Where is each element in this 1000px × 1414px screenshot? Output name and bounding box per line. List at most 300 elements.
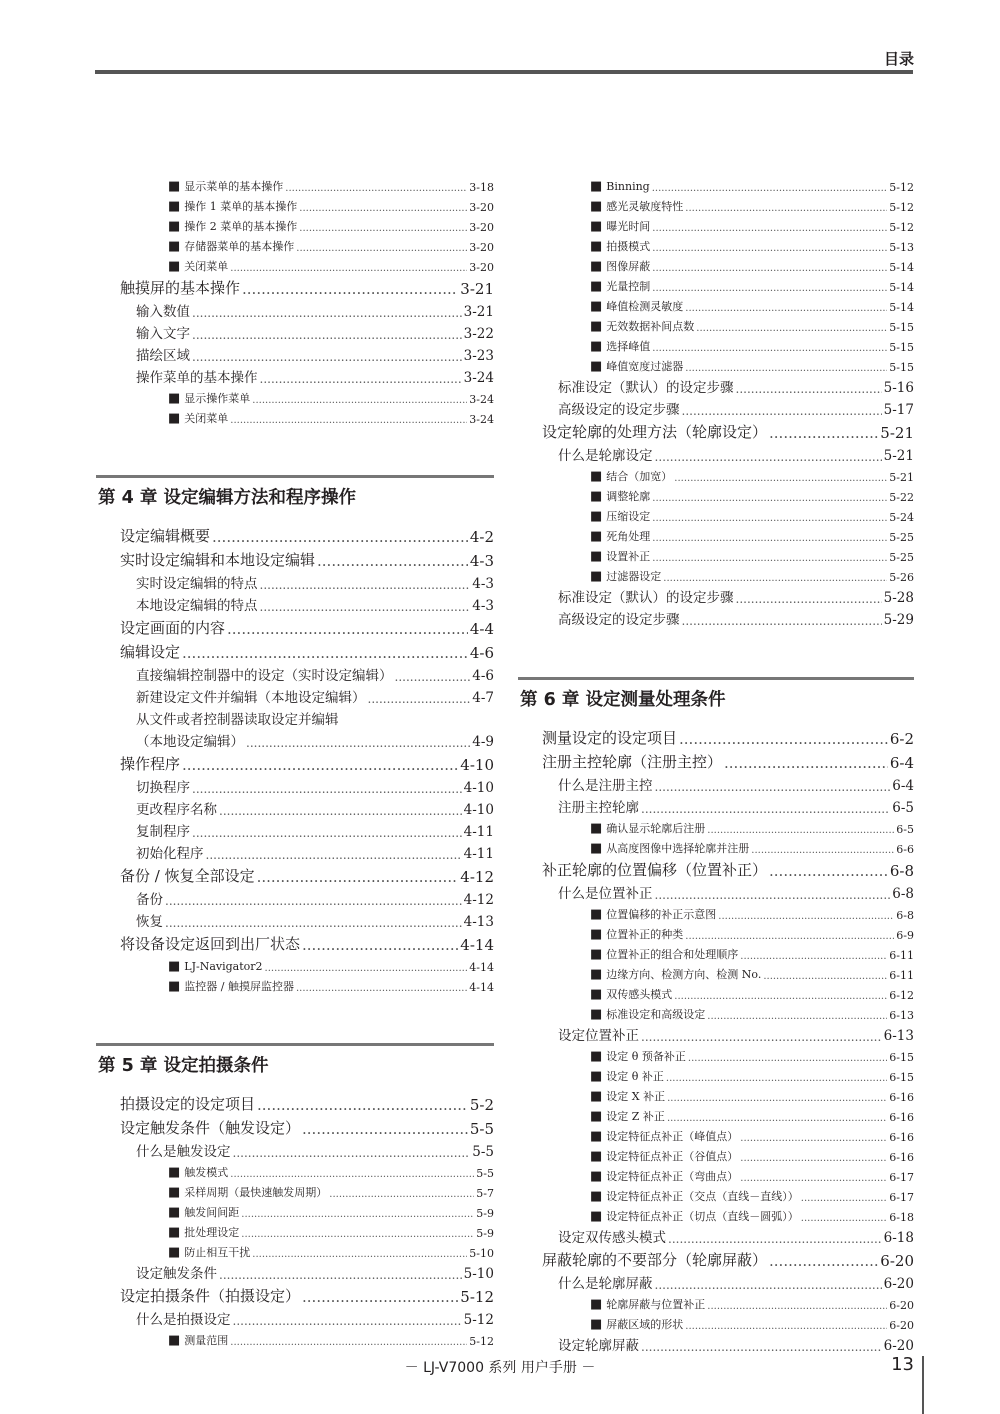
toc-entry-page: 4-12: [463, 892, 494, 908]
toc-entry[interactable]: [96, 592, 494, 614]
toc-leader-dots: [182, 756, 458, 774]
toc-entry-title: ■ 设定特征点补正（弯曲点）: [590, 1168, 738, 1184]
toc-entry[interactable]: [96, 1260, 494, 1282]
toc-entry-page: 6-15: [889, 1071, 914, 1084]
toc-entry[interactable]: [96, 1160, 494, 1180]
toc-entry-title: ■ 双传感头模式: [590, 986, 672, 1002]
toc-entry-title: 注册主控轮廓（注册主控）: [542, 753, 723, 771]
toc-leader-dots: [682, 404, 882, 418]
toc-entry-title: 恢复: [136, 914, 163, 930]
toc-entry[interactable]: [96, 684, 494, 706]
toc-entry-title: ■ 设定 θ 预备补正: [590, 1048, 686, 1064]
toc-entry-title: ■ 关闭菜单: [168, 410, 228, 426]
toc-entry[interactable]: [96, 1282, 494, 1306]
toc-leader-dots: [395, 670, 471, 684]
toc-entry-page: 5-26: [889, 571, 914, 584]
toc-entry-title: 更改程序名称: [136, 802, 217, 818]
toc-entry[interactable]: [518, 418, 914, 442]
toc-leader-dots: [652, 243, 887, 254]
toc-entry[interactable]: [96, 1328, 494, 1348]
toc-leader-dots: [302, 1288, 458, 1306]
toc-entry-page: 3-20: [469, 261, 494, 274]
toc-entry-page: 4-10: [460, 756, 494, 774]
toc-entry-title: ■ 显示菜单的基本操作: [168, 178, 283, 194]
toc-leader-dots: [655, 450, 882, 464]
toc-entry[interactable]: [96, 1114, 494, 1138]
toc-entry-page: 6-20: [880, 1252, 914, 1270]
toc-leader-dots: [707, 825, 894, 836]
toc-entry-title: ■ 标准设定和高级设定: [590, 1006, 705, 1022]
toc-entry[interactable]: [518, 1224, 914, 1246]
toc-entry[interactable]: [518, 564, 914, 584]
toc-entry-title: ■ 峰值检测灵敏度: [590, 298, 683, 314]
toc-entry[interactable]: [96, 796, 494, 818]
toc-entry[interactable]: [96, 254, 494, 274]
toc-entry-title: 屏蔽轮廓的不要部分（轮廓屏蔽）: [542, 1251, 768, 1269]
toc-leader-dots: [230, 1169, 474, 1180]
toc-entry-page: 5-7: [476, 1187, 494, 1200]
toc-leader-dots: [801, 1213, 887, 1224]
toc-entry-page: 5-9: [476, 1227, 494, 1240]
toc-entry-title: 从文件或者控制器读取设定并编辑: [136, 712, 339, 728]
toc-entry[interactable]: [518, 294, 914, 314]
toc-entry-page: 6-20: [883, 1276, 914, 1292]
toc-entry[interactable]: [518, 1064, 914, 1084]
toc-entry[interactable]: [96, 570, 494, 592]
toc-entry-title: 什么是轮廓屏蔽: [558, 1276, 653, 1292]
toc-entry[interactable]: [518, 584, 914, 606]
toc-leader-dots: [192, 782, 462, 796]
toc-leader-dots: [707, 1301, 887, 1312]
toc-entry[interactable]: [518, 1270, 914, 1292]
toc-entry[interactable]: [518, 1044, 914, 1064]
toc-leader-dots: [655, 888, 891, 902]
toc-entry-page: 5-15: [889, 341, 914, 354]
toc-entry-page: 6-16: [889, 1151, 914, 1164]
toc-entry-title: 设定拍摄条件（拍摄设定）: [120, 1287, 301, 1305]
toc-entry-title: 拍摄设定的设定项目: [120, 1095, 256, 1113]
toc-entry-page: 4-10: [463, 780, 494, 796]
toc-entry-title: 设定画面的内容: [120, 619, 226, 637]
toc-entry-page: 3-20: [469, 201, 494, 214]
toc-entry-title: 操作程序: [120, 755, 181, 773]
toc-entry[interactable]: [518, 856, 914, 880]
toc-entry-title: 注册主控轮廓: [558, 800, 639, 816]
toc-entry-title: ■ 防止相互干扰: [168, 1244, 250, 1260]
toc-entry[interactable]: [518, 836, 914, 856]
toc-entry-title: 将设备设定返回到出厂状态: [120, 935, 301, 953]
toc-entry[interactable]: [518, 334, 914, 354]
toc-entry[interactable]: [96, 298, 494, 320]
toc-leader-dots: [246, 736, 470, 750]
toc-leader-dots: [641, 802, 890, 816]
toc-entry-title: ■ 存储器菜单的基本操作: [168, 238, 294, 254]
toc-entry-page: 5-22: [889, 491, 914, 504]
toc-entry[interactable]: [96, 774, 494, 796]
toc-entry-title: 设定编辑概要: [120, 527, 211, 545]
toc-entry-page: 5-25: [889, 551, 914, 564]
toc-entry[interactable]: [96, 1180, 494, 1200]
header-rule: [95, 70, 913, 74]
toc-leader-dots: [182, 644, 468, 662]
toc-entry[interactable]: [96, 386, 494, 406]
toc-entry[interactable]: [518, 1246, 914, 1270]
toc-leader-dots: [655, 1278, 882, 1292]
toc-entry-title: 标准设定（默认）的设定步骤: [558, 590, 734, 606]
toc-entry[interactable]: [518, 396, 914, 418]
toc-entry-page: 6-8: [896, 909, 914, 922]
toc-entry-page: 5-14: [889, 301, 914, 314]
toc-leader-dots: [682, 614, 882, 628]
toc-entry[interactable]: [96, 234, 494, 254]
toc-entry[interactable]: [96, 174, 494, 194]
toc-entry-page: 6-20: [883, 1338, 914, 1354]
toc-entry-title: 描绘区域: [136, 348, 190, 364]
toc-entry[interactable]: [518, 314, 914, 334]
toc-entry[interactable]: [518, 1104, 914, 1124]
toc-entry-page: 5-17: [883, 402, 914, 418]
toc-entry-title: ■ 测量范围: [168, 1332, 228, 1348]
toc-entry[interactable]: [518, 1332, 914, 1354]
toc-entry[interactable]: [96, 706, 494, 728]
toc-entry-title: ■ 关闭菜单: [168, 258, 228, 274]
toc-entry[interactable]: [96, 614, 494, 638]
toc-entry-title: 什么是触发设定: [136, 1144, 231, 1160]
toc-entry-page: 6-4: [892, 778, 914, 794]
toc-leader-dots: [257, 1096, 468, 1114]
toc-entry-title: ■ 采样周期（最快速触发周期）: [168, 1184, 327, 1200]
toc-entry-title: ■ 设定特征点补正（谷值点）: [590, 1148, 738, 1164]
toc-entry-title: ■ 选择峰值: [590, 338, 650, 354]
toc-entry[interactable]: [518, 794, 914, 816]
toc-leader-dots: [685, 931, 894, 942]
toc-entry-title: ■ 轮廓屏蔽与位置补正: [590, 1296, 705, 1312]
toc-entry[interactable]: [518, 1204, 914, 1224]
toc-entry-title: 备份 / 恢复全部设定: [120, 867, 255, 885]
toc-entry-title: ■ 结合（加宽）: [590, 468, 672, 484]
toc-leader-dots: [724, 754, 888, 772]
toc-entry-page: 5-9: [476, 1207, 494, 1220]
toc-entry[interactable]: [96, 1090, 494, 1114]
toc-leader-dots: [165, 894, 462, 908]
toc-entry[interactable]: [518, 1312, 914, 1332]
toc-entry-title: ■ 光量控制: [590, 278, 650, 294]
toc-entry[interactable]: [96, 954, 494, 974]
toc-entry-title: 本地设定编辑的特点: [136, 598, 258, 614]
footer-rule: [922, 1356, 924, 1414]
toc-left-column: [96, 174, 494, 1348]
toc-leader-dots: [165, 916, 462, 930]
toc-entry-title: ■ 触发间间距: [168, 1204, 239, 1220]
toc-leader-dots: [265, 963, 468, 974]
toc-entry[interactable]: [518, 942, 914, 962]
toc-leader-dots: [769, 862, 888, 880]
toc-entry[interactable]: [518, 274, 914, 294]
toc-leader-dots: [230, 415, 467, 426]
toc-entry-title: ■ 从高度图像中选择轮廓并注册: [590, 840, 749, 856]
toc-leader-dots: [302, 936, 458, 954]
toc-leader-dots: [740, 951, 887, 962]
toc-leader-dots: [652, 283, 887, 294]
toc-entry-title: ■ 调整轮廓: [590, 488, 650, 504]
toc-entry-page: 5-13: [889, 241, 914, 254]
toc-entry-title: 操作菜单的基本操作: [136, 370, 258, 386]
toc-entry[interactable]: [96, 974, 494, 994]
toc-entry-title: 设定轮廓屏蔽: [558, 1338, 639, 1354]
toc-leader-dots: [736, 592, 882, 606]
toc-entry[interactable]: [96, 750, 494, 774]
toc-entry-title: ■ 显示操作菜单: [168, 390, 250, 406]
toc-entry[interactable]: [96, 1220, 494, 1240]
toc-entry-page: 4-13: [463, 914, 494, 930]
toc-entry-page: 6-11: [889, 969, 914, 982]
page-number: 13: [891, 1354, 914, 1375]
toc-entry-title: ■ 监控器 / 触摸屏监控器: [168, 978, 294, 994]
toc-entry[interactable]: [518, 484, 914, 504]
toc-entry-page: 6-16: [889, 1091, 914, 1104]
toc-entry[interactable]: [518, 748, 914, 772]
toc-leader-dots: [285, 183, 467, 194]
toc-entry-title: ■ 操作 1 菜单的基本操作: [168, 198, 297, 214]
toc-entry[interactable]: [96, 728, 494, 750]
toc-entry-page: 4-11: [463, 846, 494, 862]
toc-entry-title: 实时设定编辑的特点: [136, 576, 258, 592]
toc-entry-page: 6-5: [896, 823, 914, 836]
toc-entry[interactable]: [96, 1200, 494, 1220]
toc-leader-dots: [769, 424, 878, 442]
toc-entry[interactable]: [96, 862, 494, 886]
toc-entry[interactable]: [518, 1164, 914, 1184]
toc-entry-title: 复制程序: [136, 824, 190, 840]
toc-entry-title: ■ 曝光时间: [590, 218, 650, 234]
toc-leader-dots: [260, 600, 471, 614]
footer: [0, 1357, 1000, 1377]
toc-entry[interactable]: [518, 214, 914, 234]
toc-leader-dots: [696, 323, 887, 334]
toc-entry-title: ■ Binning: [590, 179, 650, 194]
toc-entry-page: 6-4: [889, 754, 914, 772]
toc-entry-title: 输入文字: [136, 326, 190, 342]
toc-entry[interactable]: [518, 1144, 914, 1164]
toc-entry-page: 4-3: [472, 598, 494, 614]
toc-entry[interactable]: [518, 922, 914, 942]
toc-entry-title: 补正轮廓的位置偏移（位置补正）: [542, 861, 768, 879]
toc-entry-page: 6-17: [889, 1191, 914, 1204]
toc-entry-page: 5-12: [889, 181, 914, 194]
toc-entry[interactable]: [518, 254, 914, 274]
toc-entry[interactable]: [518, 1002, 914, 1022]
toc-entry[interactable]: [96, 546, 494, 570]
toc-leader-dots: [652, 223, 887, 234]
toc-entry[interactable]: [518, 374, 914, 396]
toc-entry-title: ■ 设定 θ 补正: [590, 1068, 664, 1084]
toc-entry-page: 6-13: [883, 1028, 914, 1044]
toc-entry-title: 切换程序: [136, 780, 190, 796]
toc-entry[interactable]: [518, 1292, 914, 1312]
toc-entry[interactable]: [518, 880, 914, 902]
toc-entry[interactable]: [96, 364, 494, 386]
toc-entry[interactable]: [96, 214, 494, 234]
toc-entry-title: ■ 确认显示轮廓后注册: [590, 820, 705, 836]
toc-leader-dots: [329, 1189, 474, 1200]
toc-entry-page: 6-11: [889, 949, 914, 962]
toc-entry[interactable]: [518, 724, 914, 748]
toc-entry[interactable]: [96, 908, 494, 930]
toc-leader-dots: [242, 280, 458, 298]
toc-entry-page: 4-9: [472, 734, 494, 750]
chapter-heading: [96, 475, 494, 514]
toc-leader-dots: [192, 826, 462, 840]
toc-entry[interactable]: [518, 606, 914, 628]
toc-leader-dots: [260, 372, 462, 386]
toc-leader-dots: [230, 263, 467, 274]
toc-entry-page: 6-2: [889, 730, 914, 748]
toc-entry[interactable]: [518, 354, 914, 374]
toc-entry[interactable]: [518, 962, 914, 982]
toc-entry-page: 5-14: [889, 261, 914, 274]
toc-entry-page: 5-12: [460, 1288, 494, 1306]
toc-entry[interactable]: [96, 886, 494, 908]
toc-entry-title: 初始化程序: [136, 846, 204, 862]
toc-entry-page: 6-12: [889, 989, 914, 1002]
toc-entry-page: 6-5: [892, 800, 914, 816]
toc-entry-page: 5-15: [889, 321, 914, 334]
toc-entry-title: ■ 位置补正的种类: [590, 926, 683, 942]
toc-leader-dots: [655, 780, 891, 794]
toc-leader-dots: [667, 1093, 887, 1104]
toc-entry[interactable]: [518, 982, 914, 1002]
toc-entry-page: 4-2: [469, 528, 494, 546]
toc-entry-page: 4-14: [469, 961, 494, 974]
toc-leader-dots: [219, 1268, 462, 1282]
toc-leader-dots: [740, 1153, 887, 1164]
toc-leader-dots: [302, 1120, 468, 1138]
toc-entry[interactable]: [96, 1138, 494, 1160]
toc-entry-page: 3-24: [469, 393, 494, 406]
toc-entry-title: 触摸屏的基本操作: [120, 279, 241, 297]
toc-entry[interactable]: [96, 818, 494, 840]
toc-entry-title: 高级设定的设定步骤: [558, 612, 680, 628]
toc-entry-title: ■ 触发模式: [168, 1164, 228, 1180]
toc-leader-dots: [652, 343, 887, 354]
toc-entry[interactable]: [96, 638, 494, 662]
toc-entry[interactable]: [518, 1084, 914, 1104]
toc-leader-dots: [219, 804, 462, 818]
toc-entry-page: 6-13: [889, 1009, 914, 1022]
toc-entry-page: 4-12: [460, 868, 494, 886]
header-title: 目录: [883, 50, 914, 68]
toc-entry-page: 5-5: [476, 1167, 494, 1180]
toc-entry[interactable]: [518, 504, 914, 524]
toc-entry[interactable]: [96, 342, 494, 364]
toc-entry[interactable]: [518, 442, 914, 464]
toc-entry[interactable]: [518, 194, 914, 214]
toc-entry[interactable]: [96, 930, 494, 954]
toc-entry-page: 6-18: [883, 1230, 914, 1246]
toc-leader-dots: [667, 1113, 887, 1124]
toc-entry-page: 5-21: [883, 448, 914, 464]
toc-entry[interactable]: [518, 174, 914, 194]
toc-leader-dots: [192, 328, 462, 342]
toc-entry-page: 5-5: [472, 1144, 494, 1160]
toc-entry-page: 4-7: [472, 690, 494, 706]
toc-entry-title: ■ 拍摄模式: [590, 238, 650, 254]
toc-leader-dots: [663, 573, 887, 584]
toc-entry[interactable]: [518, 234, 914, 254]
toc-entry-page: 4-11: [463, 824, 494, 840]
toc-entry[interactable]: [518, 1124, 914, 1144]
toc-entry[interactable]: [518, 544, 914, 564]
toc-entry[interactable]: [518, 1022, 914, 1044]
toc-entry[interactable]: [96, 274, 494, 298]
toc-entry-page: 6-9: [896, 929, 914, 942]
toc-leader-dots: [652, 553, 887, 564]
toc-entry[interactable]: [96, 1306, 494, 1328]
toc-entry-title: 输入数值: [136, 304, 190, 320]
toc-leader-dots: [652, 533, 887, 544]
toc-entry-page: 5-15: [889, 361, 914, 374]
toc-entry-title: ■ 屏蔽区域的形状: [590, 1316, 683, 1332]
toc-entry-title: 什么是位置补正: [558, 886, 653, 902]
toc-leader-dots: [641, 1340, 882, 1354]
toc-entry-page: 5-24: [889, 511, 914, 524]
toc-entry-page: 3-21: [463, 304, 494, 320]
toc-leader-dots: [192, 306, 462, 320]
toc-entry-page: 5-12: [469, 1335, 494, 1348]
toc-entry[interactable]: [518, 816, 914, 836]
toc-entry-title: ■ 设定 X 补正: [590, 1088, 665, 1104]
toc-entry-page: 3-20: [469, 241, 494, 254]
toc-leader-dots: [679, 730, 888, 748]
toc-leader-dots: [233, 1146, 471, 1160]
toc-leader-dots: [241, 1209, 474, 1220]
toc-entry[interactable]: [96, 406, 494, 426]
toc-entry-title: ■ 设定特征点补正（切点（直线－圆弧））: [590, 1208, 799, 1224]
toc-entry[interactable]: [518, 902, 914, 922]
toc-entry-page: 6-20: [889, 1319, 914, 1332]
toc-leader-dots: [212, 528, 468, 546]
toc-leader-dots: [652, 493, 887, 504]
toc-entry-title: ■ 设置补正: [590, 548, 650, 564]
toc-leader-dots: [685, 363, 887, 374]
toc-entry-page: 4-4: [469, 620, 494, 638]
toc-entry[interactable]: [96, 522, 494, 546]
toc-entry[interactable]: [96, 320, 494, 342]
toc-entry-page: 6-16: [889, 1131, 914, 1144]
toc-entry[interactable]: [96, 840, 494, 862]
toc-entry-title: ■ 操作 2 菜单的基本操作: [168, 218, 297, 234]
toc-entry[interactable]: [518, 1184, 914, 1204]
toc-leader-dots: [736, 382, 882, 396]
toc-entry-title: ■ 图像屏蔽: [590, 258, 650, 274]
toc-entry-page: 5-16: [883, 380, 914, 396]
toc-leader-dots: [801, 1193, 887, 1204]
toc-entry-title: 编辑设定: [120, 643, 181, 661]
toc-leader-dots: [685, 203, 887, 214]
toc-entry-page: 6-16: [889, 1111, 914, 1124]
toc-entry[interactable]: [518, 772, 914, 794]
toc-entry[interactable]: [518, 464, 914, 484]
toc-entry[interactable]: [518, 524, 914, 544]
toc-entry-title: 直接编辑控制器中的设定（实时设定编辑）: [136, 668, 393, 684]
toc-entry[interactable]: [96, 194, 494, 214]
toc-entry-page: 5-14: [889, 281, 914, 294]
toc-entry-page: 5-21: [880, 424, 914, 442]
toc-entry[interactable]: [96, 1240, 494, 1260]
toc-entry-page: 3-18: [469, 181, 494, 194]
toc-leader-dots: [718, 911, 894, 922]
toc-entry[interactable]: [96, 662, 494, 684]
